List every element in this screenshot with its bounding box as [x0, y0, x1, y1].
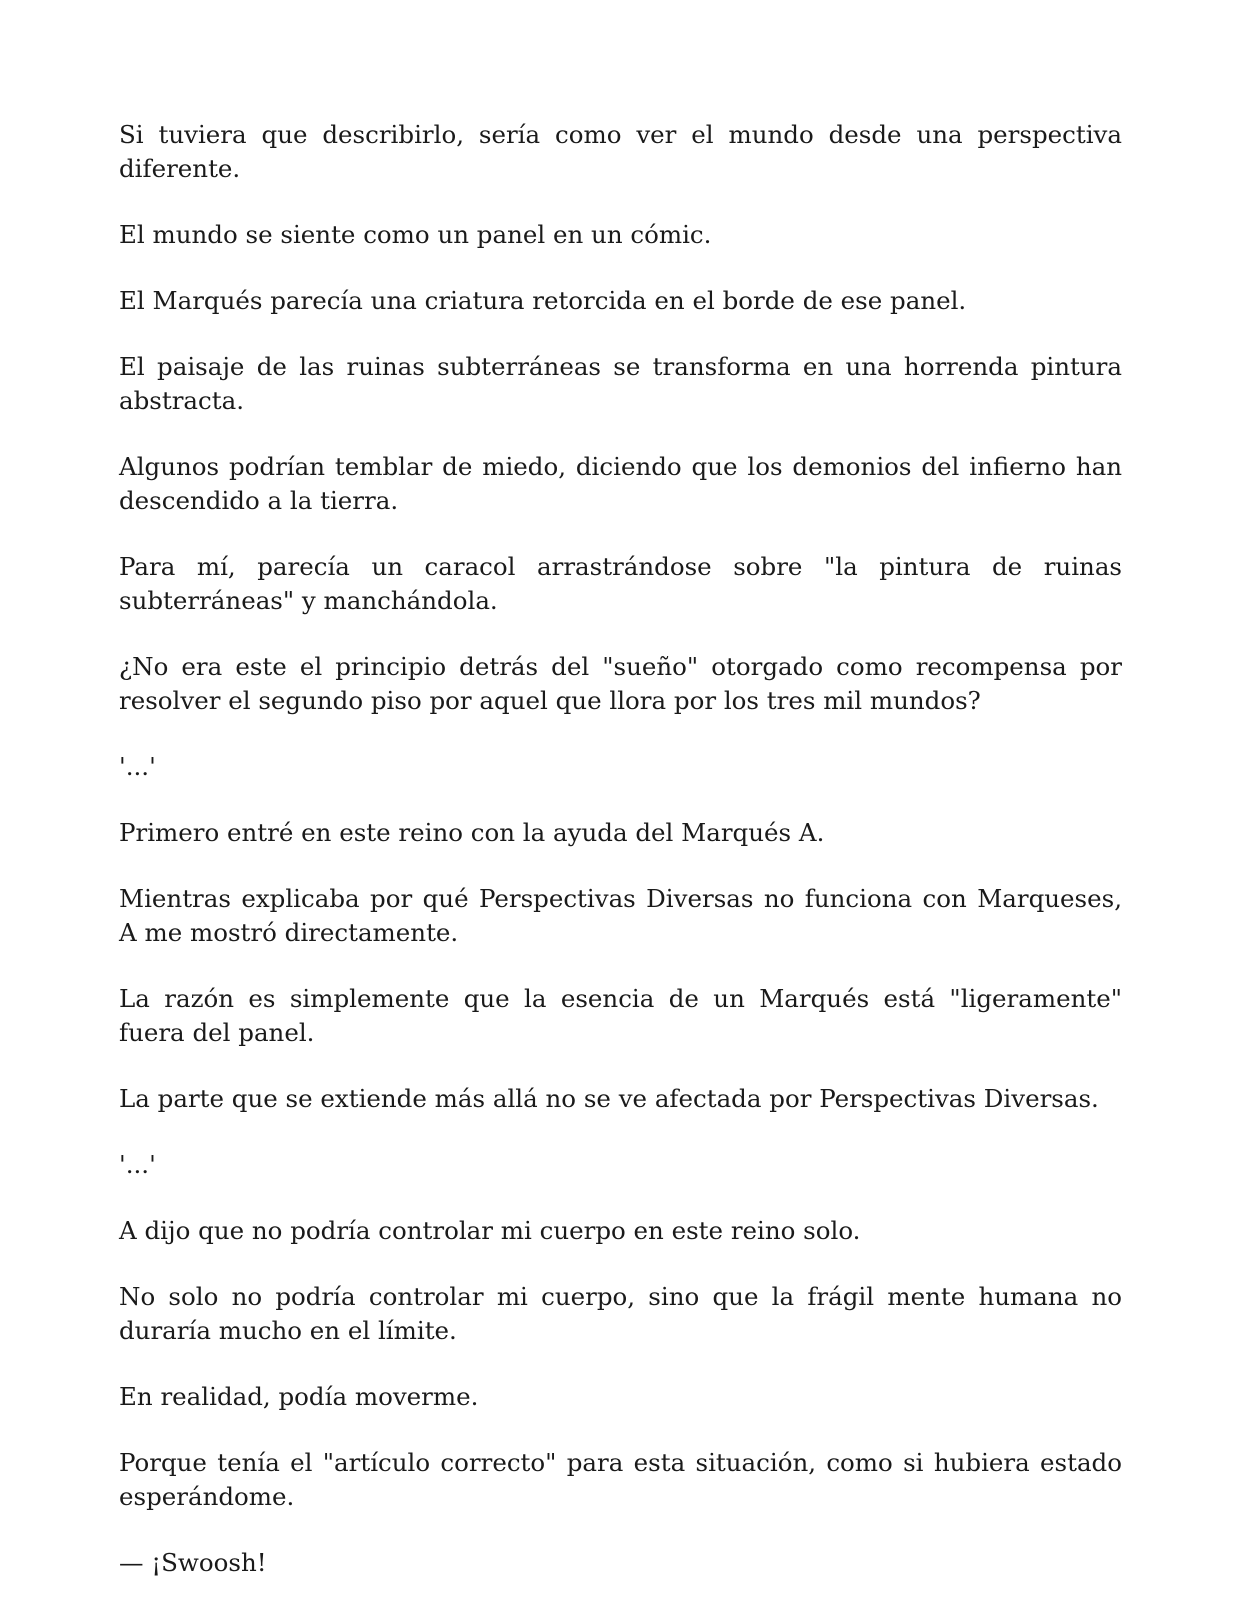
paragraph: Mientras explicaba por qué Perspectivas Diversas no funciona con Marqueses, A me mostró directamente.	[119, 884, 1122, 947]
paragraph: ¿No era este el principio detrás del "sueño" otorgado como recompensa por resolver el segundo piso por aquel que llora por los tres mil mundos?	[119, 652, 1122, 715]
paragraph: A dijo que no podría controlar mi cuerpo en este reino solo.	[119, 1216, 861, 1245]
paragraph: Primero entré en este reino con la ayuda del Marqués A.	[119, 818, 825, 847]
paragraph: Porque tenía el "artículo correcto" para esta situación, como si hubiera estado esperándome.	[119, 1448, 1122, 1511]
paragraph: La parte que se extiende más allá no se ve afectada por Perspectivas Diversas.	[119, 1084, 1099, 1113]
paragraph: El paisaje de las ruinas subterráneas se transforma en una horrenda pintura abstracta.	[119, 352, 1122, 415]
paragraph: En realidad, podía moverme.	[119, 1382, 479, 1411]
paragraph: No solo no podría controlar mi cuerpo, sino que la frágil mente humana no duraría mucho en el límite.	[119, 1282, 1122, 1345]
paragraph: Algunos podrían temblar de miedo, diciendo que los demonios del infierno han descendido a la tierra.	[119, 452, 1122, 515]
sound-effect-line: — ¡Swoosh!	[119, 1548, 267, 1577]
paragraph: Si tuviera que describirlo, sería como ver el mundo desde una perspectiva diferente.	[119, 120, 1122, 183]
paragraph: La razón es simplemente que la esencia de un Marqués está "ligeramente" fuera del panel.	[119, 984, 1122, 1047]
document-body	[119, 118, 1122, 1612]
ellipsis-thought: '...'	[119, 752, 156, 781]
paragraph: El Marqués parecía una criatura retorcida en el borde de ese panel.	[119, 286, 967, 315]
ellipsis-thought: '...'	[119, 1150, 156, 1179]
paragraph: Para mí, parecía un caracol arrastrándose sobre "la pintura de ruinas subterráneas" y manchándola.	[119, 552, 1122, 615]
paragraph: El mundo se siente como un panel en un cómic.	[119, 220, 712, 249]
